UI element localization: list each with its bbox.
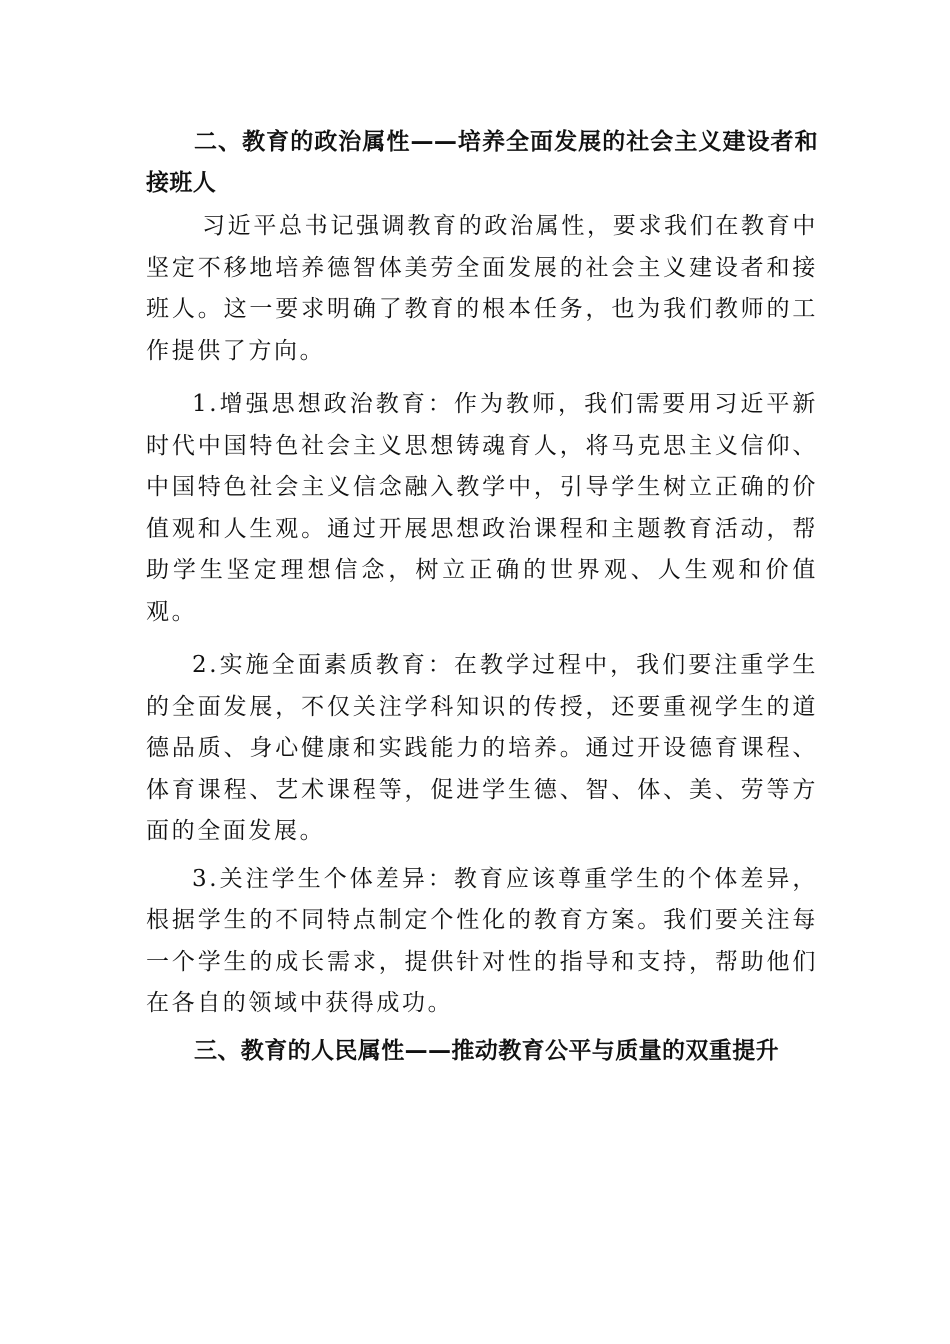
section-3-heading: 三、教育的人民属性——推动教育公平与质量的双重提升 xyxy=(194,1037,779,1064)
section-2-heading: 二、教育的政治属性——培养全面发展的社会主义建设者和接班人 xyxy=(146,129,818,196)
list-item-2: 2.实施全面素质教育：在教学过程中，我们要注重学生的全面发展，不仅关注学科知识的传授，还要重视学生的道德品质、身心健康和实践能力的培养。通过开设德育课程、体育课程、艺术课程等，促进学生德、智、体、美、劳等方面的全面发展。 xyxy=(146,652,818,844)
document-body xyxy=(146,122,818,1072)
spacer xyxy=(146,633,818,645)
section-2-intro-paragraph: 习近平总书记强调教育的政治属性，要求我们在教育中坚定不移地培养德智体美劳全面发展的社会主义建设者和接班人。这一要求明确了教育的根本任务，也为我们教师的工作提供了方向。 xyxy=(146,213,818,364)
spacer xyxy=(146,372,818,384)
list-item-3: 3.关注学生个体差异：教育应该尊重学生的个体差异，根据学生的不同特点制定个性化的教育方案。我们要关注每一个学生的成长需求，提供针对性的指导和支持，帮助他们在各自的领域中获得成功。 xyxy=(146,865,818,1016)
list-item-1: 1.增强思想政治教育：作为教师，我们需要用习近平新时代中国特色社会主义思想铸魂育人，将马克思主义信仰、中国特色社会主义信念融入教学中，引导学生树立正确的价值观和人生观。通过开展思想政治课程和主题教育活动，帮助学生坚定理想信念，树立正确的世界观、人生观和价值观。 xyxy=(146,391,818,625)
